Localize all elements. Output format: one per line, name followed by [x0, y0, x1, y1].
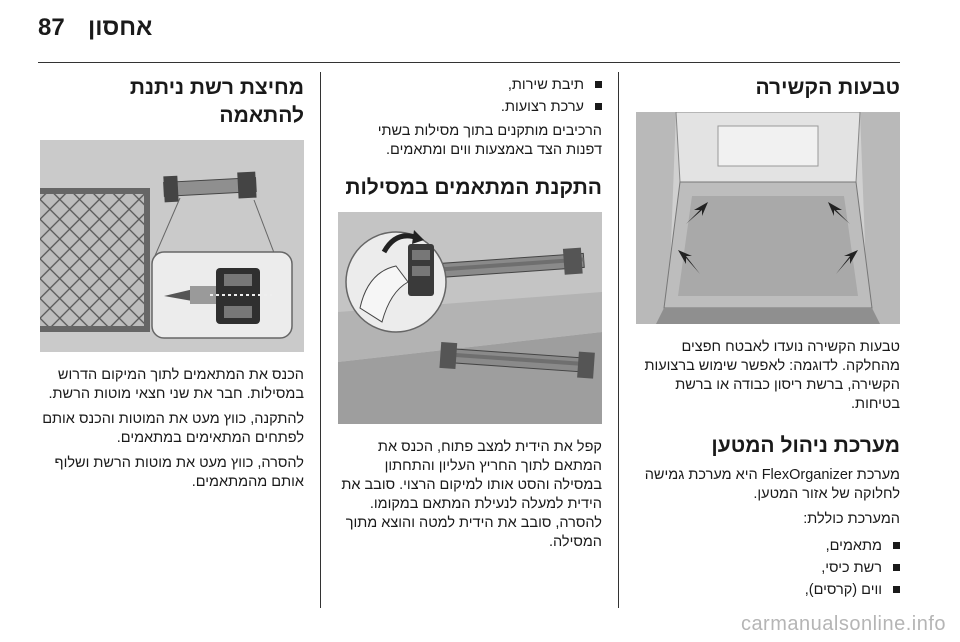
header-rule — [38, 62, 900, 63]
load-management-heading: מערכת ניהול המטען — [711, 434, 900, 457]
net-partition-heading: מחיצת רשת ניתנת להתאמה — [129, 76, 304, 127]
adapter-install-text: קפל את הידית למצב פתוח, הכנס את המתאם לתוך החריץ העליון והתחתון במסילה והסט אותו למיקום הרצוי. סובב את הידית למעלה לנעילת המתאם במקומו. להסרה, סובב את הידית למטה והוצא מתוך המסילה. — [341, 439, 602, 550]
list-item: ווים (קרסים), — [636, 579, 900, 601]
adapter-illustration — [338, 212, 602, 424]
system-includes-text: המערכת כוללת: — [803, 511, 900, 527]
net-partition-text-1: הכנס את המתאמים לתוך המיקום הדרוש במסילות. חבר את שני חצאי מוטות הרשת. — [48, 367, 304, 402]
page-header — [0, 0, 960, 62]
net-partition-figure — [40, 140, 304, 352]
adapter-install-figure — [338, 212, 602, 424]
list-item: מתאמים, — [636, 535, 900, 557]
bullet-icon — [893, 564, 900, 571]
components-text: הרכיבים מותקנים בתוך מסילות בשתי דפנות הצד באמצעות ווים ומתאמים. — [377, 123, 602, 158]
bullet-icon — [893, 542, 900, 549]
site-watermark: carmanualsonline.info — [740, 613, 946, 635]
section-title: אחסון — [88, 14, 153, 41]
system-items-list-continued — [338, 74, 602, 118]
trunk-illustration — [636, 112, 900, 324]
column-divider-left — [320, 72, 321, 608]
net-partition-text-2: להתקנה, כווץ מעט את המוטות והכנס אותם לפתחים המתאימים במתאמים. — [42, 411, 304, 446]
net-partition-text-3: להסרה, כווץ מעט את מוטות הרשת ושלוף אותם מהמתאמים. — [54, 455, 304, 490]
page-number: 87 — [38, 14, 65, 41]
bullet-icon — [595, 103, 602, 110]
column-divider-right — [618, 72, 619, 608]
flexorganizer-text: מערכת FlexOrganizer היא מערכת גמישה לחלוקה של אזור המטען. — [644, 467, 900, 502]
system-items-list — [636, 535, 900, 601]
trunk-tie-down-figure — [636, 112, 900, 324]
right-column — [636, 74, 900, 601]
adapter-install-heading: התקנת המתאמים במסילות — [345, 176, 602, 199]
list-item: ערכת רצועות. — [338, 96, 602, 118]
bullet-icon — [595, 81, 602, 88]
tie-down-rings-heading: טבעות הקשירה — [755, 76, 900, 99]
list-item: רשת כיסי, — [636, 557, 900, 579]
left-column — [40, 74, 304, 498]
middle-column — [338, 74, 602, 558]
list-item: תיבת שירות, — [338, 74, 602, 96]
bullet-icon — [893, 586, 900, 593]
net-illustration — [40, 140, 304, 352]
tie-down-rings-text: טבעות הקשירה נועדו לאבטח חפצים מהחלקה. לדוגמה: לאפשר שימוש ברצועות הקשירה, ברשת ריסון כבודה או ברשת בטיחות. — [644, 339, 900, 412]
